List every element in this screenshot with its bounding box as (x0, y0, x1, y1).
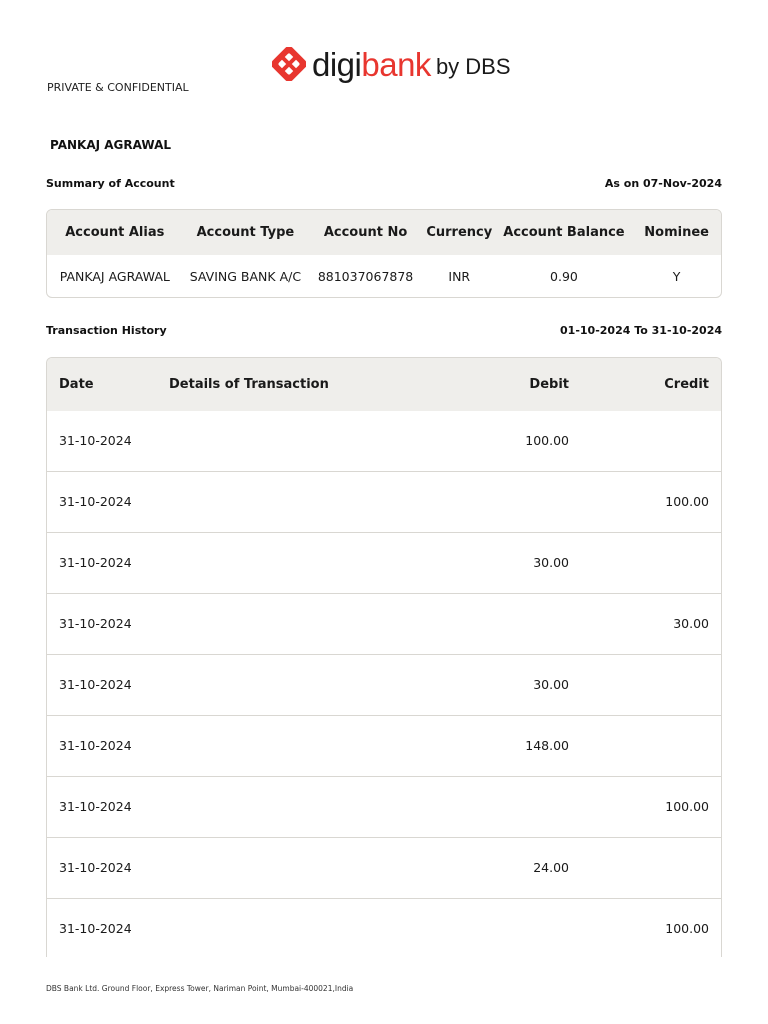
txn-date: 31-10-2024 (59, 738, 132, 753)
transaction-rows (47, 411, 721, 957)
txn-debit: 148.00 (525, 738, 569, 753)
txn-date: 31-10-2024 (59, 799, 132, 814)
txn-date: 31-10-2024 (59, 494, 132, 509)
table-row (47, 533, 721, 594)
customer-name: PANKAJ AGRAWAL (50, 138, 172, 152)
summary-col-account-no: Account No (323, 225, 408, 240)
txn-date: 31-10-2024 (59, 677, 132, 692)
txn-col-details: Details of Transaction (169, 377, 329, 392)
txn-date: 31-10-2024 (59, 433, 132, 448)
txn-credit: 100.00 (665, 921, 709, 936)
confidential-label: PRIVATE & CONFIDENTIAL (47, 81, 189, 94)
summary-col-currency: Currency (426, 225, 493, 240)
summary-col-alias: Account Alias (65, 225, 165, 240)
txn-credit: 100.00 (665, 799, 709, 814)
transaction-period: 01-10-2024 To 31-10-2024 (560, 324, 722, 337)
summary-header-row (47, 210, 721, 255)
table-row (47, 716, 721, 777)
summary-alias-value: PANKAJ AGRAWAL (59, 269, 170, 284)
table-row (47, 899, 721, 957)
dbs-star-logo-icon (272, 47, 306, 81)
summary-nominee-value: Y (672, 269, 681, 284)
txn-debit: 30.00 (533, 555, 569, 570)
txn-date: 31-10-2024 (59, 555, 132, 570)
txn-credit: 30.00 (673, 616, 709, 631)
transaction-history-title: Transaction History (46, 324, 167, 337)
txn-date: 31-10-2024 (59, 921, 132, 936)
bank-address-footer: DBS Bank Ltd. Ground Floor, Express Tower, Nariman Point, Mumbai-400021,India (46, 984, 354, 993)
table-row (47, 655, 721, 716)
txn-debit: 100.00 (525, 433, 569, 448)
summary-account-no-value: 881037067878 (317, 269, 414, 284)
logo-by-dbs: by DBS (435, 54, 511, 79)
summary-data-row (47, 255, 721, 298)
txn-col-credit: Credit (664, 377, 709, 392)
logo-wordmark: digibank (312, 45, 431, 83)
txn-col-date: Date (59, 377, 94, 392)
summary-as-on-date: As on 07-Nov-2024 (604, 177, 722, 190)
txn-debit: 24.00 (533, 860, 569, 875)
table-row (47, 594, 721, 655)
table-row (47, 411, 721, 472)
summary-balance-value: 0.90 (550, 269, 578, 284)
txn-date: 31-10-2024 (59, 616, 132, 631)
transaction-header-row (47, 358, 721, 411)
transaction-table (46, 357, 722, 957)
digibank-logo (272, 44, 511, 84)
txn-col-debit: Debit (529, 377, 569, 392)
summary-col-type: Account Type (196, 225, 295, 240)
txn-credit: 100.00 (665, 494, 709, 509)
table-row (47, 777, 721, 838)
txn-debit: 30.00 (533, 677, 569, 692)
summary-type-value: SAVING BANK A/C (189, 269, 302, 284)
summary-title: Summary of Account (46, 177, 175, 190)
summary-currency-value: INR (448, 269, 471, 284)
summary-col-nominee: Nominee (644, 225, 709, 240)
txn-date: 31-10-2024 (59, 860, 132, 875)
table-row (47, 472, 721, 533)
account-summary-table (46, 209, 722, 298)
summary-col-balance: Account Balance (503, 225, 625, 240)
table-row (47, 838, 721, 899)
